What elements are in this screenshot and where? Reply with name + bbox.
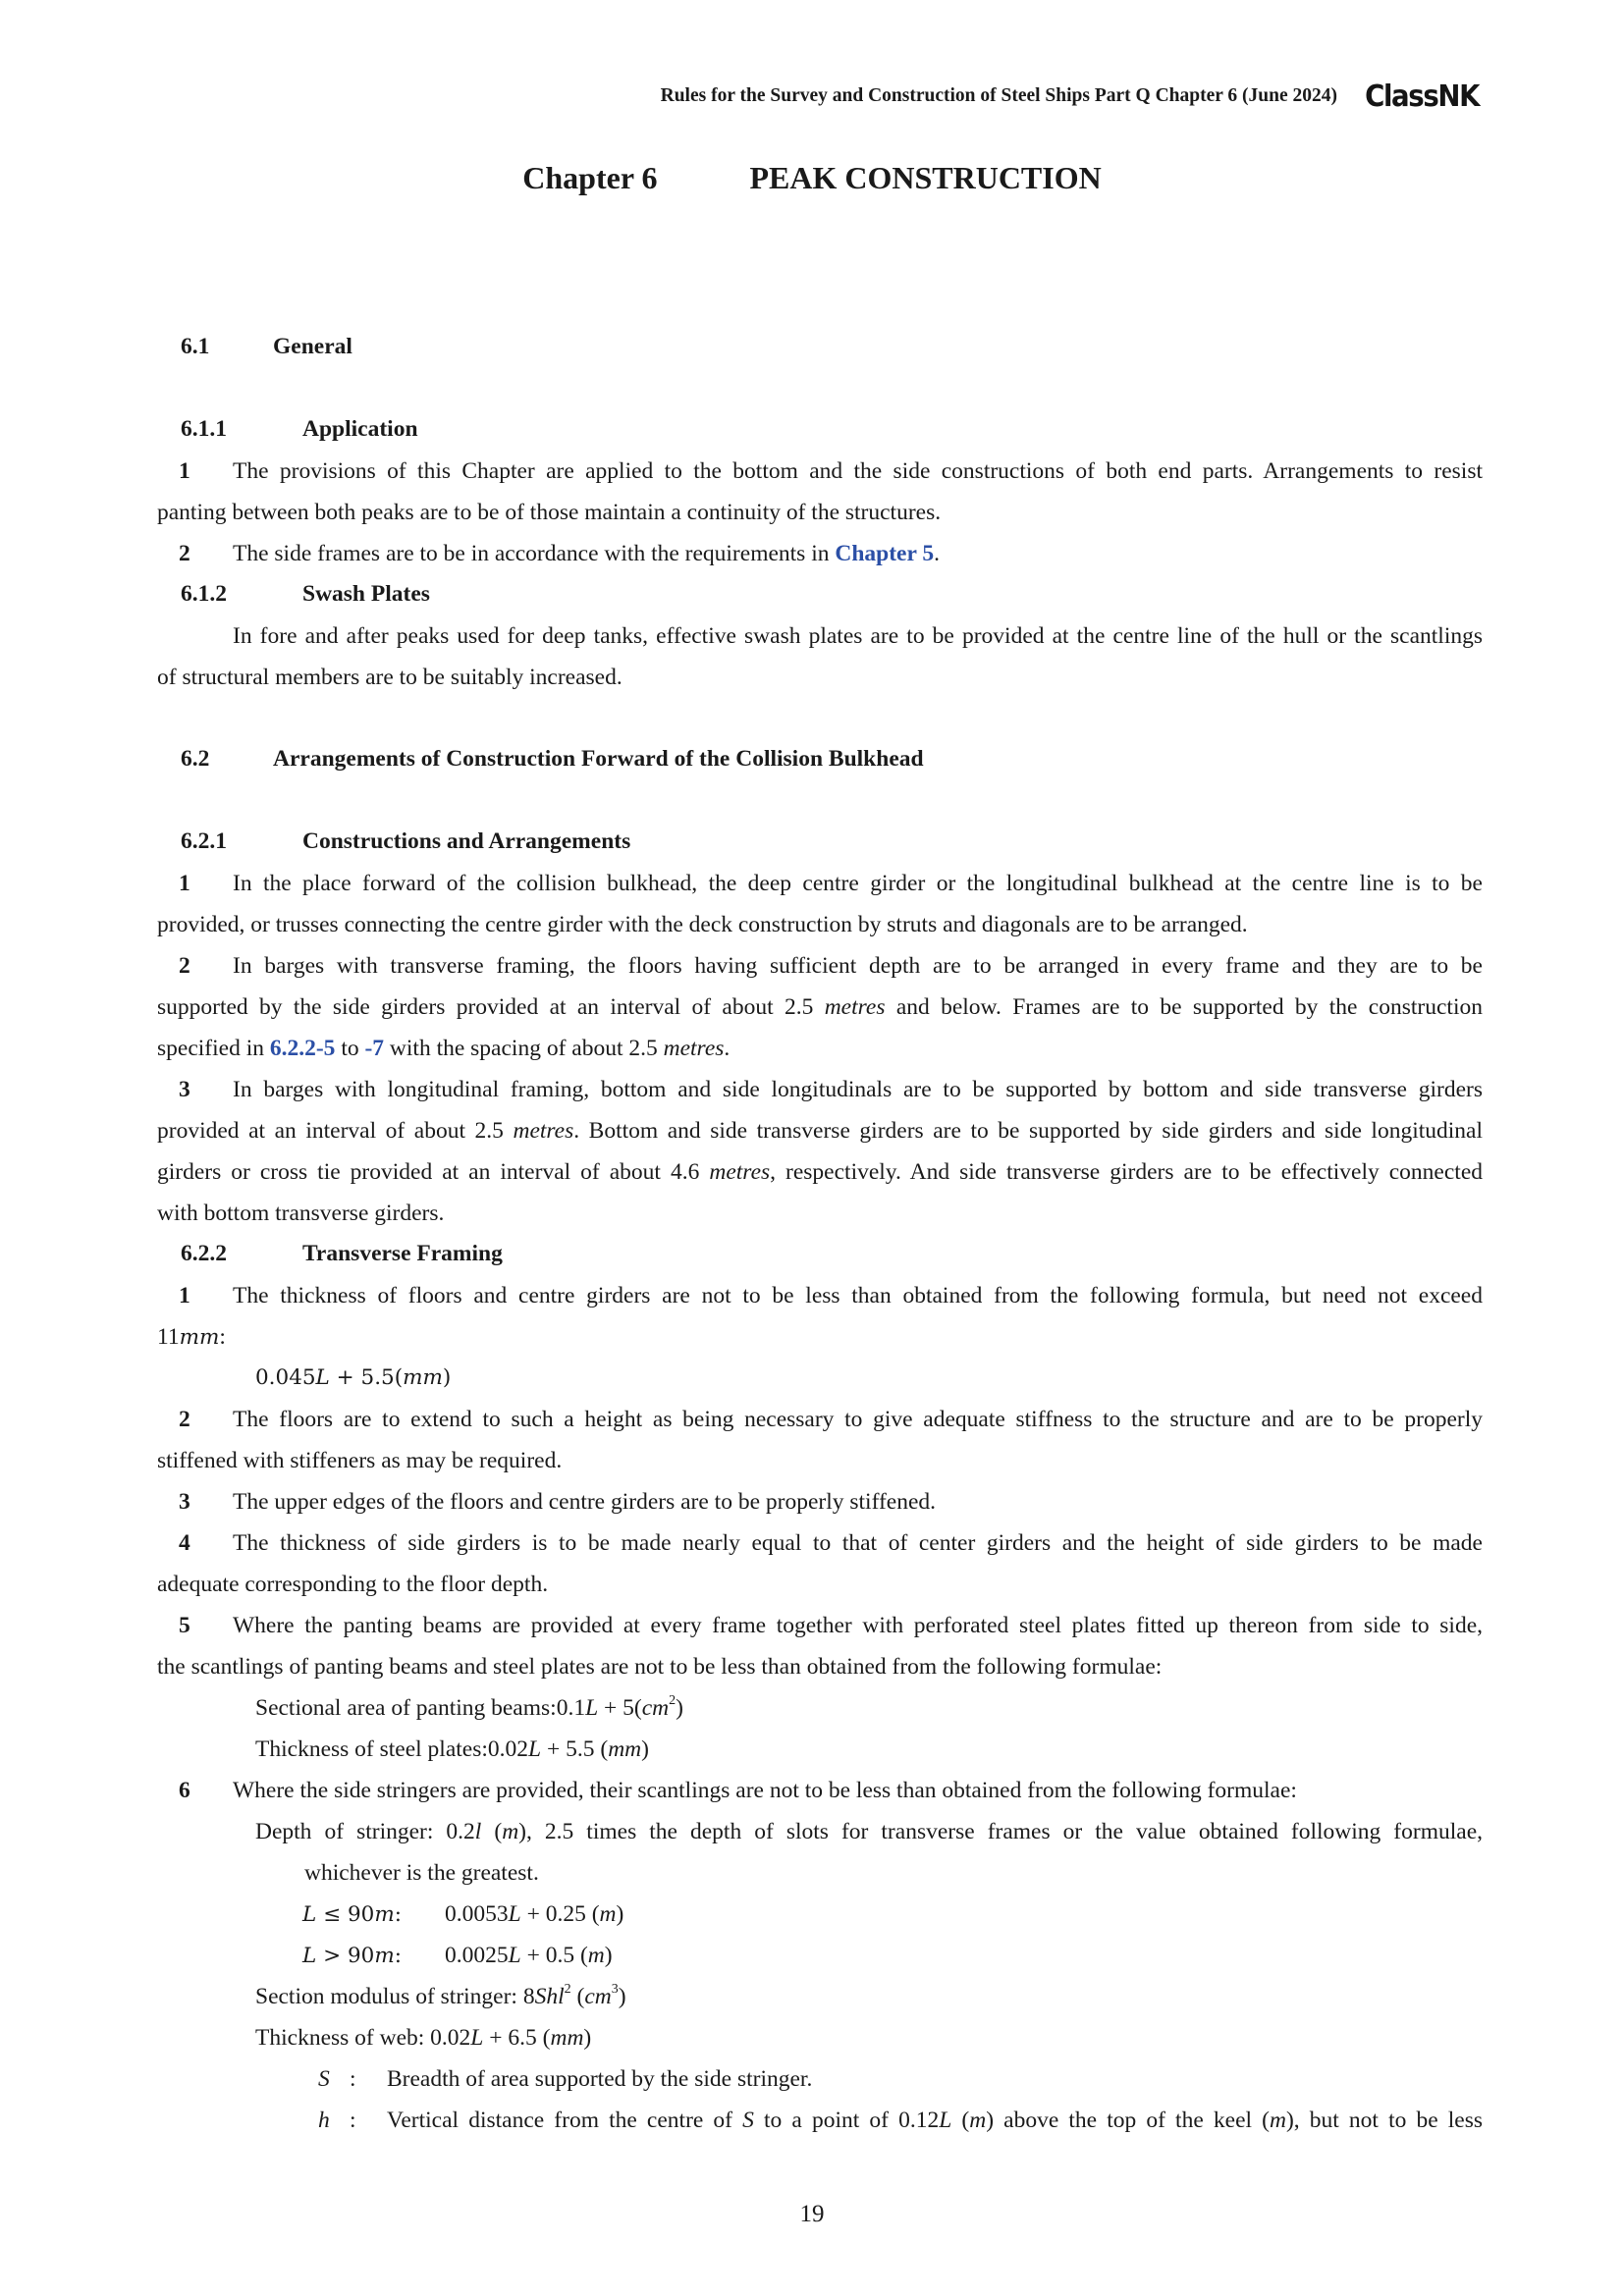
definition-line <box>318 2105 1483 2136</box>
text: ), 2.5 times the depth of slots for transverse frames or the value obtained following formulae, <box>518 1819 1483 1844</box>
formula-line <box>255 1692 1581 1724</box>
section-6-1-heading <box>181 334 352 360</box>
section-6-1-2-heading <box>181 581 430 608</box>
paragraph-line <box>157 620 1483 652</box>
paragraph-line <box>157 868 1483 899</box>
page-number: 19 <box>799 2201 825 2227</box>
text: L <box>508 1901 521 1927</box>
text: + 5.5 ( <box>541 1736 609 1762</box>
text: l <box>474 1819 482 1844</box>
text: ) <box>616 1901 624 1927</box>
paragraph-line <box>157 1569 1483 1600</box>
chapter-5-link[interactable]: Chapter 5 <box>835 541 935 566</box>
section-number: 6.1.1 <box>181 416 227 442</box>
paragraph-line <box>157 1280 1483 1311</box>
text: Shl <box>534 1984 565 2009</box>
text: 0.0053 <box>445 1901 509 1927</box>
symbol: h <box>318 2108 330 2133</box>
paragraph-line <box>157 455 1483 487</box>
section-6-2-2-heading <box>181 1241 503 1267</box>
text: 11 <box>157 1324 180 1350</box>
text: L <box>470 2025 484 2051</box>
text: mm <box>608 1736 642 1762</box>
section-title: General <box>273 334 352 359</box>
paragraph-line <box>157 1445 1483 1476</box>
floor-thickness-formula: 0.045𝐿 + 5.5(𝑚𝑚) <box>255 1365 452 1390</box>
text: Breadth of area supported by the side stringer. <box>387 2066 813 2092</box>
paragraph-number: 4 <box>179 1530 190 1556</box>
superscript: 3 <box>611 1982 619 1998</box>
header-title: Rules for the Survey and Construction of Steel Ships Part Q Chapter 6 (June 2024) <box>660 85 1337 106</box>
section-number: 6.2.1 <box>181 828 227 854</box>
text: metres <box>709 1159 771 1185</box>
text: m <box>599 1901 617 1927</box>
paragraph-line <box>157 1404 1483 1435</box>
text: ( <box>570 1984 585 2009</box>
paragraph-number: 1 <box>179 1283 190 1308</box>
text: The upper edges of the floors and centre girders are to be properly stiffened. <box>233 1489 937 1515</box>
text: metres <box>513 1118 574 1144</box>
text: Thickness of steel plates:0.02 <box>255 1736 529 1762</box>
formula-line <box>255 2022 1581 2054</box>
text: ) <box>583 2025 592 2051</box>
classnk-logo: ClassNK <box>1364 80 1479 114</box>
text: cm <box>641 1695 670 1721</box>
paragraph-line <box>157 1033 1483 1064</box>
section-number: 6.1 <box>181 334 210 359</box>
text: In barges with longitudinal framing, bottom and side longitudinals are to be supported by bottom and side transverse girders <box>233 1077 1483 1102</box>
text: m <box>587 1943 605 1968</box>
text: ( <box>951 2108 970 2133</box>
text: . Bottom and side transverse girders are to be supported by side girders and side longitudinal <box>573 1118 1483 1144</box>
section-number: 6.2.2 <box>181 1241 227 1266</box>
paragraph-line <box>157 1610 1483 1641</box>
section-number: 6.1.2 <box>181 581 227 607</box>
paragraph-number: 3 <box>179 1489 190 1515</box>
text: m <box>1269 2108 1286 2133</box>
paragraph-number: 3 <box>179 1077 190 1102</box>
text: whichever is the greatest. <box>304 1860 539 1886</box>
paragraph-line <box>157 950 1483 982</box>
separator: : <box>350 2108 356 2133</box>
text: to a point of 0.12 <box>753 2108 940 2133</box>
section-number: 6.2 <box>181 746 210 772</box>
section-title: Swash Plates <box>302 581 430 607</box>
text: + 5( <box>598 1695 642 1721</box>
text: ) above the top of the keel ( <box>986 2108 1270 2133</box>
section-6-2-heading <box>181 746 924 773</box>
paragraph-number: 6 <box>179 1778 190 1803</box>
text: with the spacing of about 2.5 <box>384 1036 664 1061</box>
text: Thickness of web: 0.02 <box>255 2025 471 2051</box>
text: m <box>502 1819 519 1844</box>
text: L <box>585 1695 599 1721</box>
paragraph-line <box>157 497 1483 528</box>
paragraph-line <box>157 662 1483 693</box>
text: The thickness of side girders is to be made nearly equal to that of center girders and the height of side girders to be made <box>233 1530 1483 1556</box>
text: provided at an interval of about 2.5 <box>157 1118 514 1144</box>
chapter-name: PEAK CONSTRUCTION <box>749 160 1102 195</box>
text: ) <box>604 1943 613 1968</box>
text: specified in <box>157 1036 270 1061</box>
text: provided, or trusses connecting the centre girder with the deck construction by struts and diagonals are to be arranged. <box>157 912 1248 937</box>
formula-line <box>255 1734 1581 1765</box>
definition-line <box>318 2063 1624 2095</box>
superscript: 2 <box>669 1693 677 1709</box>
page-header <box>0 82 1624 122</box>
paragraph-line <box>157 1115 1483 1147</box>
text: Sectional area of panting beams:0.1 <box>255 1695 586 1721</box>
text: ( <box>481 1819 503 1844</box>
text: and below. Frames are to be supported by the construction <box>885 994 1483 1020</box>
symbol: S <box>318 2066 330 2092</box>
condition-line <box>302 1898 1624 1931</box>
paragraph-line <box>157 1321 1483 1354</box>
text: ) <box>641 1736 649 1762</box>
paragraph-number: 5 <box>179 1613 190 1638</box>
condition: 𝐿 > 90𝑚: <box>302 1944 402 1968</box>
chapter-number: Chapter 6 <box>522 160 658 195</box>
text: In the place forward of the collision bulkhead, the deep centre girder or the longitudinal bulkhead at the centre line is to be <box>233 871 1483 896</box>
section-6-2-1-heading <box>181 828 631 855</box>
paragraph-number: 2 <box>179 953 190 979</box>
text: metres <box>824 994 886 1020</box>
formula <box>255 1362 1581 1394</box>
text: : <box>219 1324 226 1350</box>
paragraph-number: 2 <box>179 1407 190 1432</box>
paragraph-line <box>157 538 1483 569</box>
section-title: Transverse Framing <box>302 1241 503 1266</box>
text: panting between both peaks are to be of those maintain a continuity of the structures. <box>157 500 942 525</box>
link-6-2-2-5[interactable]: 6.2.2-5 <box>269 1036 336 1061</box>
section-title: Constructions and Arrangements <box>302 828 631 854</box>
text: + 6.5 ( <box>483 2025 551 2051</box>
formula-line <box>255 1816 1483 1847</box>
text: S <box>742 2108 754 2133</box>
text: supported by the side girders provided at an interval of about 2.5 <box>157 994 825 1020</box>
text: girders or cross tie provided at an interval of about 4.6 <box>157 1159 710 1185</box>
text: L <box>939 2108 952 2133</box>
section-title: Application <box>302 416 418 442</box>
text: L <box>508 1943 521 1968</box>
text: Section modulus of stringer: 8 <box>255 1984 535 2009</box>
text: . <box>724 1036 731 1061</box>
superscript: 2 <box>564 1982 571 1998</box>
paragraph-line <box>157 1486 1483 1518</box>
paragraph-line <box>157 991 1483 1023</box>
text: mm <box>550 2025 584 2051</box>
text: ) <box>618 1984 626 2009</box>
formula-line <box>255 1981 1581 2012</box>
text: mm <box>179 1325 220 1350</box>
paragraph-line <box>157 1074 1483 1105</box>
condition-line <box>302 1940 1624 1972</box>
paragraph-number: 2 <box>179 541 190 566</box>
paragraph-line <box>157 909 1483 940</box>
paragraph-line <box>157 1198 1483 1229</box>
paragraph-line <box>157 1651 1483 1682</box>
paragraph-number: 1 <box>179 871 190 896</box>
formula-line <box>304 1857 1624 1889</box>
text: ) <box>676 1695 683 1721</box>
text: metres <box>663 1036 725 1061</box>
text: cm <box>584 1984 612 2009</box>
text: . <box>934 541 940 566</box>
text: The side frames are to be in accordance with the requirements in <box>233 541 836 566</box>
text: , respectively. And side transverse girders are to be effectively connected <box>770 1159 1483 1185</box>
text: of structural members are to be suitably increased. <box>157 665 623 690</box>
text: m <box>969 2108 987 2133</box>
text: L <box>528 1736 542 1762</box>
text: + 0.25 ( <box>520 1901 600 1927</box>
separator: : <box>350 2066 356 2092</box>
text: In fore and after peaks used for deep tanks, effective swash plates are to be provided at the centre line of the hull or the scantlings <box>233 623 1483 649</box>
text: The provisions of this Chapter are applied to the bottom and the side constructions of both end parts. Arrangements to resist <box>233 458 1483 484</box>
text: The floors are to extend to such a height as being necessary to give adequate stiffness to the structure and are to be properly <box>233 1407 1483 1432</box>
paragraph-line <box>157 1156 1483 1188</box>
text: the scantlings of panting beams and steel plates are not to be less than obtained from the following formulae: <box>157 1654 1163 1680</box>
chapter-title <box>0 160 1624 196</box>
text: In barges with transverse framing, the floors having sufficient depth are to be arranged in every frame and they are to be <box>233 953 1483 979</box>
paragraph-line <box>157 1775 1483 1806</box>
text: stiffened with stiffeners as may be required. <box>157 1448 563 1473</box>
paragraph-line <box>157 1527 1483 1559</box>
text: with bottom transverse girders. <box>157 1201 445 1226</box>
link-7[interactable]: -7 <box>364 1036 385 1061</box>
section-title: Arrangements of Construction Forward of the Collision Bulkhead <box>273 746 924 772</box>
text: Depth of stringer: 0.2 <box>255 1819 475 1844</box>
text: to <box>335 1036 365 1061</box>
text: The thickness of floors and centre girders are not to be less than obtained from the following formula, but need not exceed <box>233 1283 1483 1308</box>
paragraph-number: 1 <box>179 458 190 484</box>
text: Where the panting beams are provided at every frame together with perforated steel plates fitted up thereon from side to side, <box>233 1613 1483 1638</box>
text: Where the side stringers are provided, their scantlings are not to be less than obtained from the following formulae: <box>233 1778 1297 1803</box>
text: 0.0025 <box>445 1943 509 1968</box>
text: + 0.5 ( <box>520 1943 588 1968</box>
text: ), but not to be less <box>1285 2108 1484 2133</box>
text: adequate corresponding to the floor depth. <box>157 1572 549 1597</box>
text: Vertical distance from the centre of <box>387 2108 743 2133</box>
section-6-1-1-heading <box>181 416 418 443</box>
condition: 𝐿 ≤ 90𝑚: <box>302 1902 402 1927</box>
